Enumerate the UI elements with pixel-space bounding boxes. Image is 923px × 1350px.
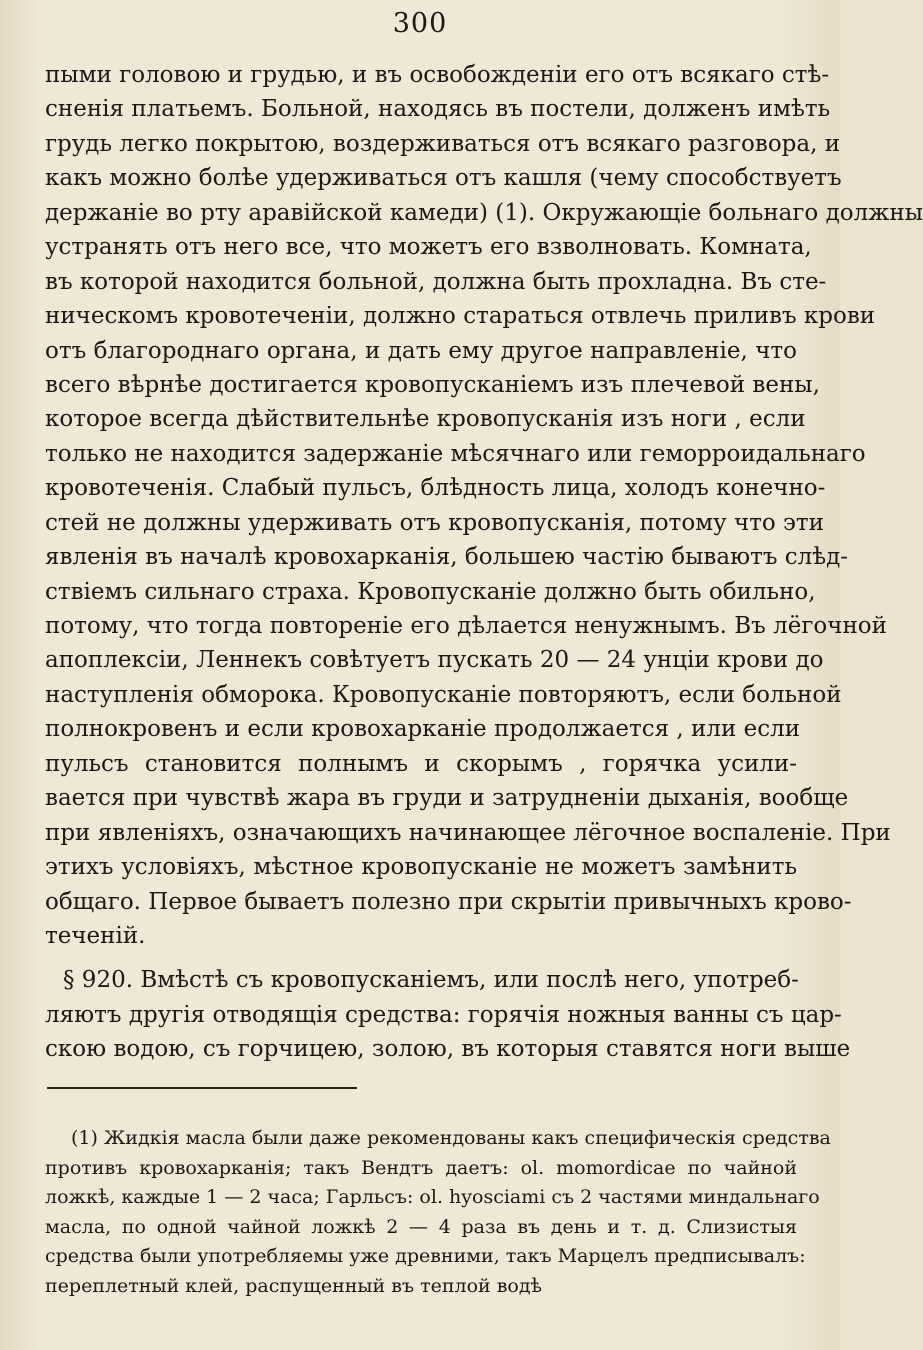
text-line: теченій. [45,922,146,949]
text-line: держаніе во рту аравійской камеди) (1). Окружающіе больнаго должны [45,199,923,226]
text-line: стей не должны удерживать отъ кровопусканія, потому что эти [45,509,824,536]
text-line: этихъ условіяхъ, мѣстное кровопусканіе не можетъ замѣнить [45,854,797,881]
footnote-line: ложкѣ, каждые 1 — 2 часа; Гарльсъ: ol. hyosciami съ 2 частями миндальнаго [45,1186,820,1208]
footnote-divider [47,1087,357,1089]
text-line: которое всегда дѣйствительнѣе кровопусканія изъ ноги , если [45,406,806,433]
text-line: отъ благороднаго органа, и дать ему другое направленіе, что [45,337,797,364]
footnote-line: масла, по одной чайной ложкѣ 2 — 4 раза въ день и т. д. Слизистыя [45,1215,797,1238]
page-number: 300 [392,8,448,39]
footnote-line: противъ кровохарканія; такъ Вендтъ даетъ: ol. momordicae по чайной [45,1156,797,1179]
text-line: ляютъ другія отводящія средства: горячія ножныя ванны съ цар- [45,1001,842,1028]
text-line: полнокровенъ и если кровохарканіе продолжается , или если [45,716,801,743]
footnote-line: средства были употребляемы уже древними, такъ Марцелъ предписывалъ: [45,1245,806,1267]
text-line: вается при чувствѣ жара въ груди и затрудненіи дыханія, вообще [45,785,849,812]
text-line: устранять отъ него все, что можетъ его взволновать. Комната, [45,234,812,261]
text-line: ническомъ кровотеченіи, должно стараться отвлечь приливъ крови [45,303,876,330]
text-line: явленія въ началѣ кровохарканія, большею частію бываютъ слѣд- [45,544,849,571]
footnote-line: (1) Жидкія масла были даже рекомендованы какъ специфическія средства [71,1127,831,1149]
text-line: кровотеченія. Слабый пульсъ, блѣдность лица, холодъ конечно- [45,475,826,502]
text-line: потому, что тогда повтореніе его дѣлается ненужнымъ. Въ лёгочной [45,613,887,639]
text-line: пыми головою и грудью, и въ освобожденіи его отъ всякаго стѣ- [45,62,830,88]
footnote-line: переплетный клей, распущенный въ теплой водѣ [45,1274,543,1297]
text-line: общаго. Первое бываетъ полезно при скрытіи привычныхъ крово- [45,888,852,915]
section-heading-line: § 920. Вмѣстѣ съ кровопусканіемъ, или послѣ него, употреб- [63,967,799,994]
text-line: сненія платьемъ. Больной, находясь въ постели, долженъ имѣть [45,96,831,123]
main-text [45,58,923,1067]
text-line: всего вѣрнѣе достигается кровопусканіемъ изъ плечевой вены, [45,371,820,398]
text-line: пульсъ становится полнымъ и скорымъ , горячка усили- [45,750,797,777]
text-line: наступленія обморока. Кровопусканіе повторяютъ, если больной [45,681,842,708]
text-line: ствіемъ сильнаго страха. Кровопусканіе должно быть обильно, [45,578,816,605]
text-line: только не находится задержаніе мѣсячнаго или геморроидальнаго [45,440,866,467]
text-line: въ которой находится больной, должна быть прохладна. Въ сте- [45,268,827,295]
text-line: какъ можно болѣе удерживаться отъ кашля (чему способствуетъ [45,165,842,192]
text-line: апоплексіи, Леннекъ совѣтуетъ пускать 20 — 24 унціи крови до [45,647,824,674]
text-line: грудь легко покрытою, воздерживаться отъ всякаго разговора, и [45,130,841,157]
text-line: скою водою, съ горчицею, золою, въ которыя ставятся ноги выше [45,1036,851,1063]
footnote-block [45,1124,831,1301]
paragraph-gap [45,953,797,963]
text-line: при явленіяхъ, означающихъ начинающее лёгочное воспаленіе. При [45,819,891,846]
